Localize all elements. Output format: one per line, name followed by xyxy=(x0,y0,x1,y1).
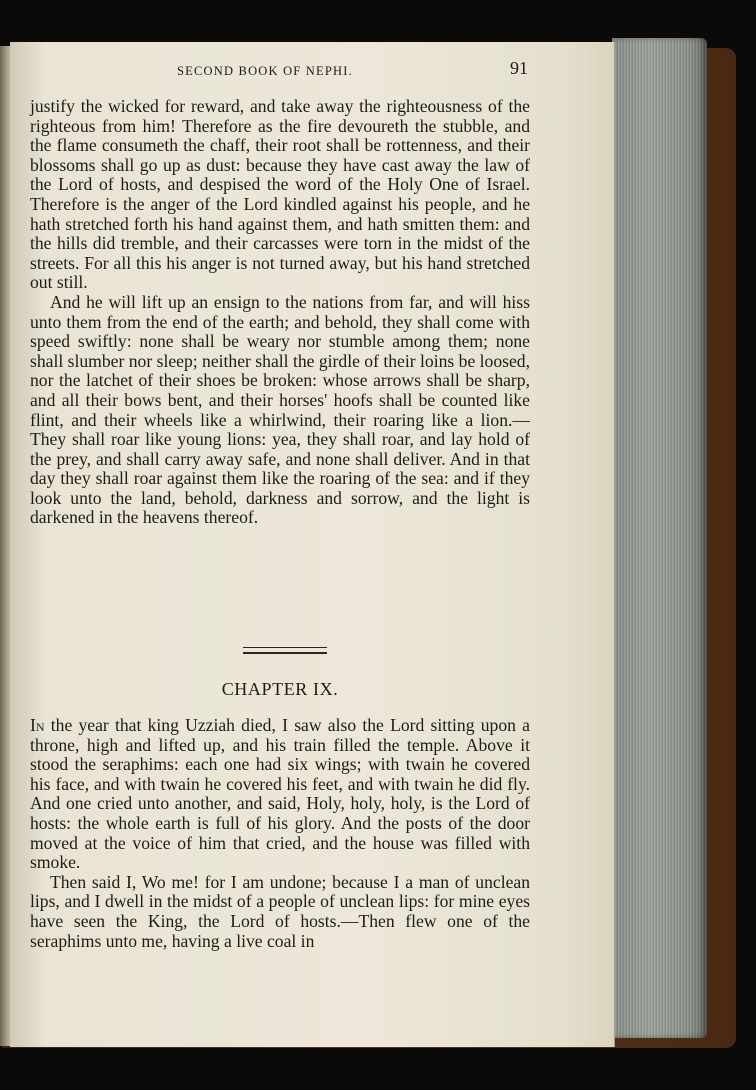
page-number: 91 xyxy=(510,58,528,78)
drop-lead-word: In xyxy=(30,715,45,735)
body-text-top xyxy=(30,97,530,528)
paragraph-text: the year that king Uzziah died, I saw also the Lord sitting upon a throne, high and lifted up, and his train filled the temple. Above it stood the seraphims: each one had six wings; with twain he covered his face, and with twain he covered his feet, and with twain he did fly. And one cried unto another, and said, Holy, holy, holy, is the Lord of hosts: the whole earth is full of his glory. And the posts of the door moved at the voice of him that cried, and the house was filled with smoke. xyxy=(30,715,530,873)
page-edges xyxy=(612,38,707,1038)
section-divider xyxy=(243,647,327,654)
paragraph: And he will lift up an ensign to the nations from far, and will hiss unto them from the end of the earth; and behold, they shall come with speed swiftly: none shall be weary nor stumble among them; none shall slumber nor sleep; neither shall the girdle of their loins be loosed, nor the latchet of their shoes be broken: whose arrows shall be sharp, and all their bows bent, and their horses' hoofs shall be counted like flint, and their wheels like a whirlwind, their roaring like a lion.—They shall roar like young lions: yea, they shall roar, and lay hold of the prey, and shall carry away safe, and none shall deliver. And in that day they shall roar against them like the roaring of the sea: and if they look unto the land, behold, darkness and sorrow, and the light is darkened in the heavens thereof. xyxy=(30,291,530,528)
paragraph xyxy=(30,716,530,873)
paragraph: justify the wicked for reward, and take away the righteousness of the righteous from him! Therefore as the fire devoureth the stubble, and the flame consumeth the chaff, their root shall be rottenness, and their blossoms shall go up as dust: because they have cast away the law of the Lord of hosts, and despised the word of the Holy One of Israel. Therefore is the anger of the Lord kindled against his people, and he hath stretched forth his hand against them, and hath smitten them: and the hills did tremble, and their carcasses were torn in the midst of the streets. For all this his anger is not turned away, but his hand stretched out still. xyxy=(30,96,530,293)
running-head: SECOND BOOK OF NEPHI. xyxy=(177,64,353,78)
body-text-chapter xyxy=(30,716,530,951)
chapter-heading: CHAPTER IX. xyxy=(221,679,339,699)
paragraph: Then said I, Wo me! for I am undone; because I a man of unclean lips, and I dwell in the midst of a people of unclean lips: for mine eyes have seen the King, the Lord of hosts.—Then flew one of the seraphims unto me, having a live coal in xyxy=(30,871,530,951)
page-header xyxy=(32,58,528,82)
